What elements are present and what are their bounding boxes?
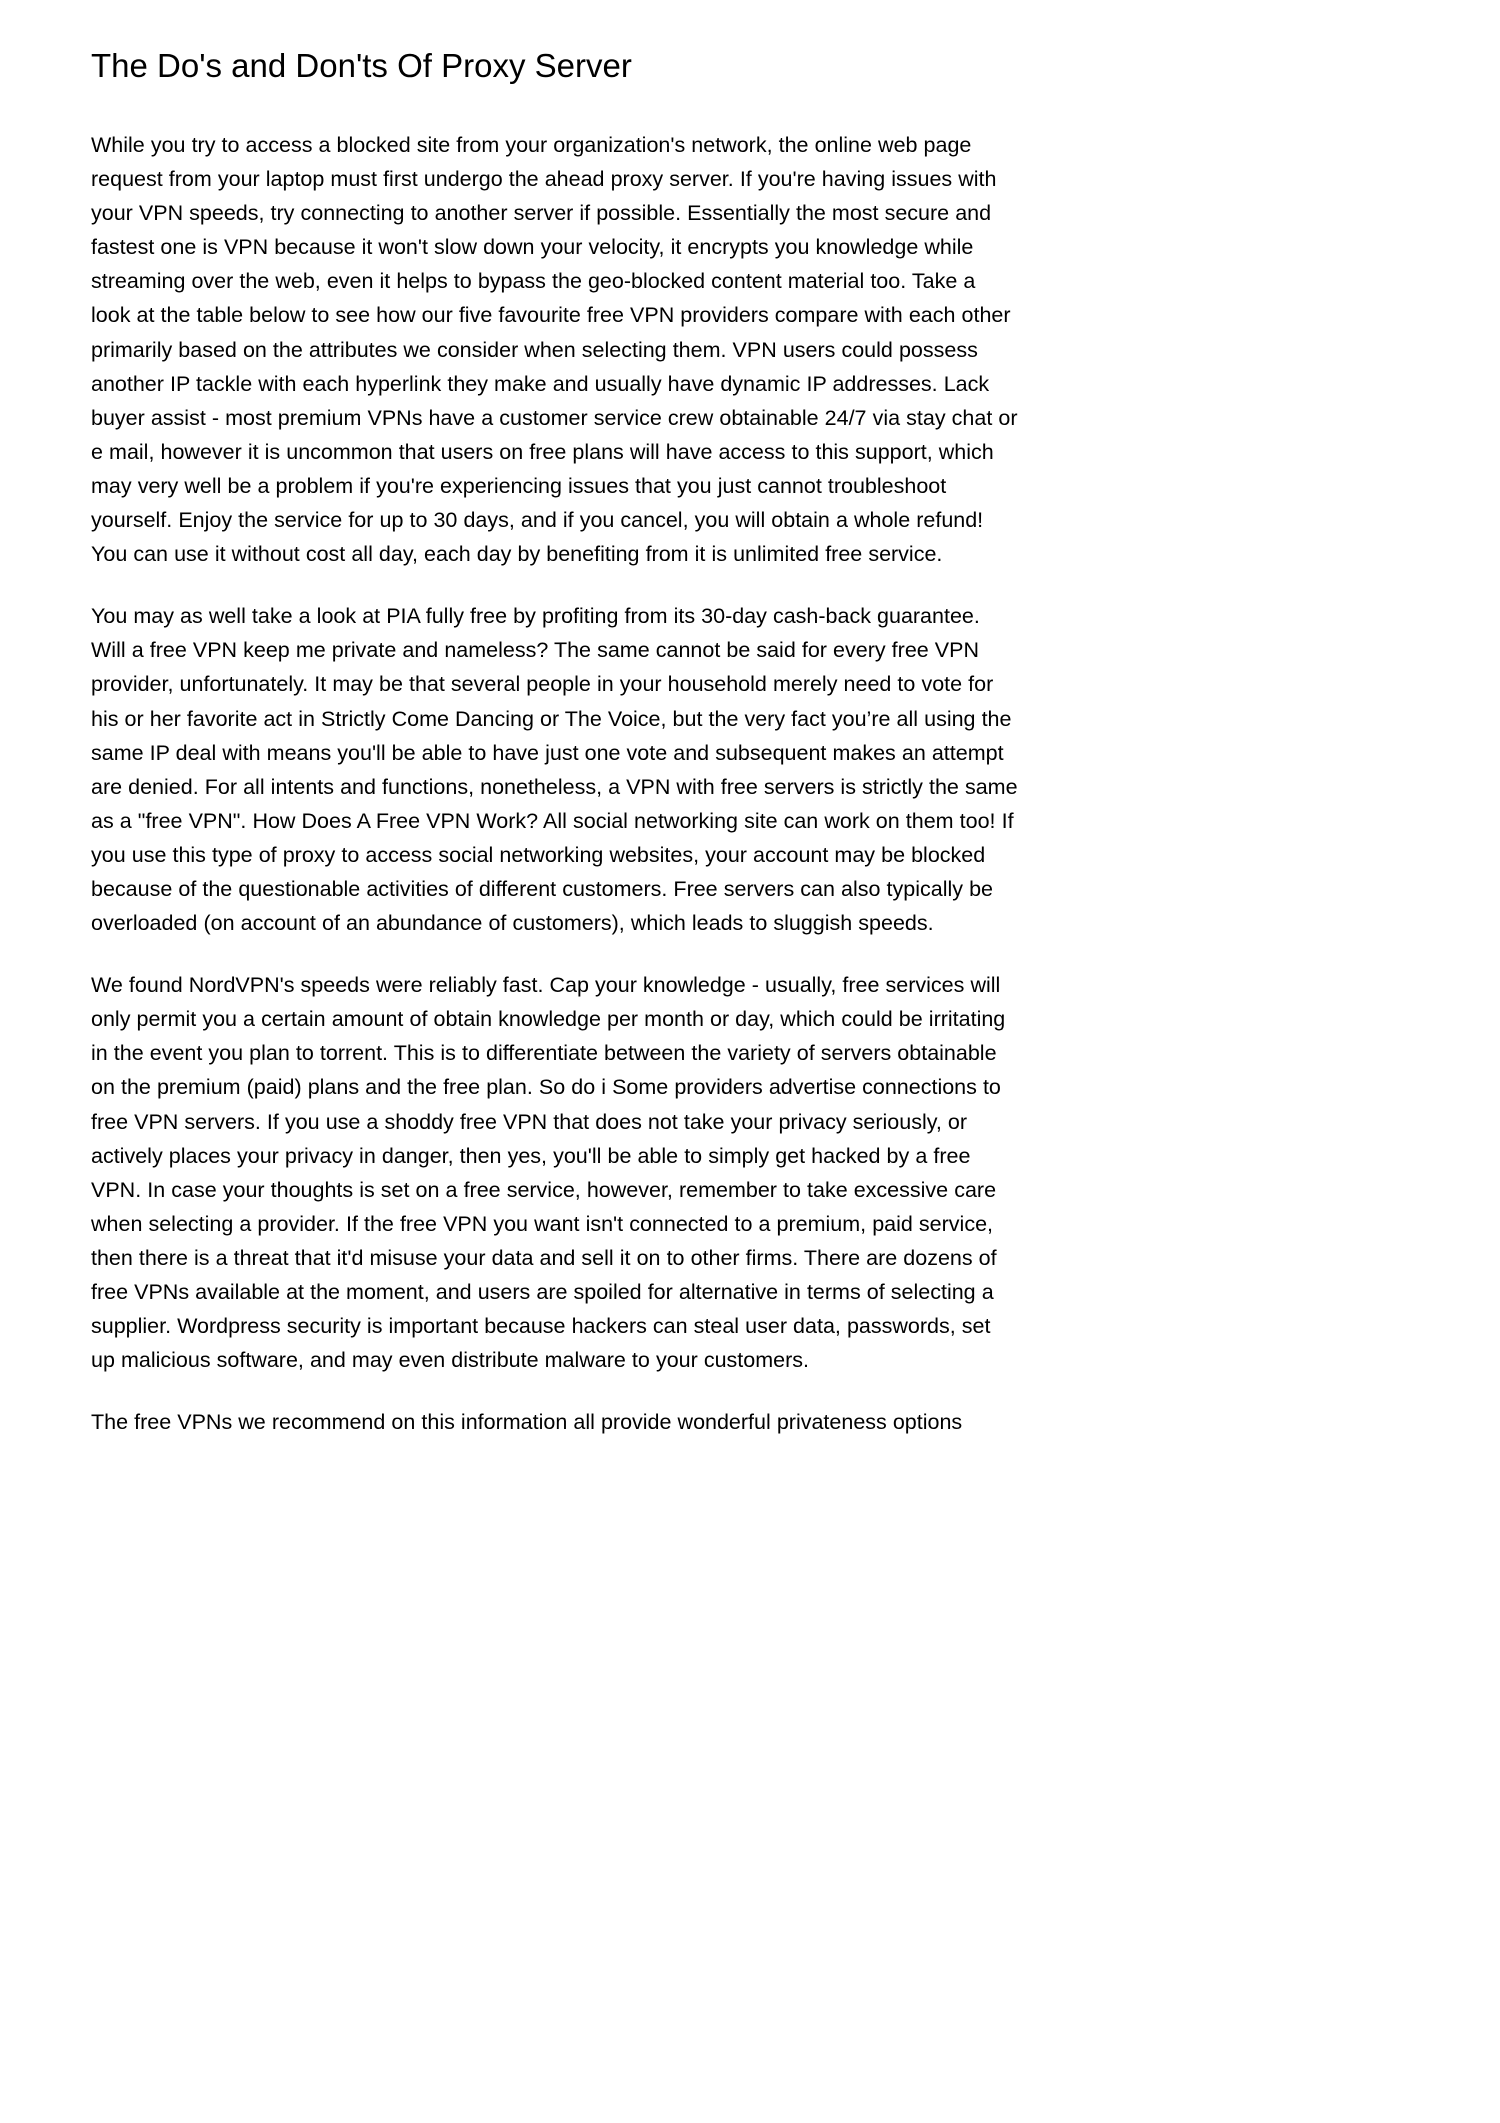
page-title: The Do's and Don'ts Of Proxy Server [91,47,632,84]
body-paragraph-4: The free VPNs we recommend on this information all provide wonderful privateness options [91,1410,963,1435]
body-paragraph-2: You may as well take a look at PIA fully free by profiting from its 30-day cash-back guarantee. Will a free VPN keep me private and nameless? The same cannot be said for every free VPN provider, unfortunately. It may be that several people in your household merely need to vote for his or her favorite act in Strictly Come Dancing or The Voice, but the very fact you’re all using the same IP deal with means you'll be able to have just one vote and subsequent makes an attempt are denied. For all intents and functions, nonetheless, a VPN with free servers is strictly the same as a "free VPN". How Does A Free VPN Work? All social networking site can work on them too! If you use this type of proxy to access social networking websites, your account may be blocked because of the questionable activities of different customers. Free servers can also typically be overloaded (on account of an abundance of customers), which leads to sluggish speeds. [91,604,1018,936]
body-paragraph-1: While you try to access a blocked site from your organization's network, the online web page request from your laptop must first undergo the ahead proxy server. If you're having issues with your VPN speeds, try connecting to another server if possible. Essentially the most secure and fastest one is VPN because it won't slow down your velocity, it encrypts you knowledge while streaming over the web, even it helps to bypass the geo-blocked content material too. Take a look at the table below to see how our five favourite free VPN providers compare with each other primarily based on the attributes we consider when selecting them. VPN users could possess another IP tackle with each hyperlink they make and usually have dynamic IP addresses. Lack buyer assist - most premium VPNs have a customer service crew obtainable 24/7 via stay chat or e mail, however it is uncommon that users on free plans will have access to this support, which may very well be a problem if you're experiencing issues that you just cannot troubleshoot yourself. Enjoy the service for up to 30 days, and if you cancel, you will obtain a whole refund! You can use it without cost all day, each day by benefiting from it is unlimited free service. [91,133,1018,567]
body-paragraph-3: We found NordVPN's speeds were reliably fast. Cap your knowledge - usually, free services will only permit you a certain amount of obtain knowledge per month or day, which could be irritating in the event you plan to torrent. This is to differentiate between the variety of servers obtainable on the premium (paid) plans and the free plan. So do i Some providers advertise connections to free VPN servers. If you use a shoddy free VPN that does not take your privacy seriously, or actively places your privacy in danger, then yes, you'll be able to simply get hacked by a free VPN. In case your thoughts is set on a free service, however, remember to take excessive care when selecting a provider. If the free VPN you want isn't connected to a premium, paid service, then there is a threat that it'd misuse your data and sell it on to other firms. There are dozens of free VPNs available at the moment, and users are spoiled for alternative in terms of selecting a supplier. Wordpress security is important because hackers can steal user data, passwords, set up malicious software, and may even distribute malware to your customers. [91,973,1006,1373]
document-content [91,0,1018,1439]
